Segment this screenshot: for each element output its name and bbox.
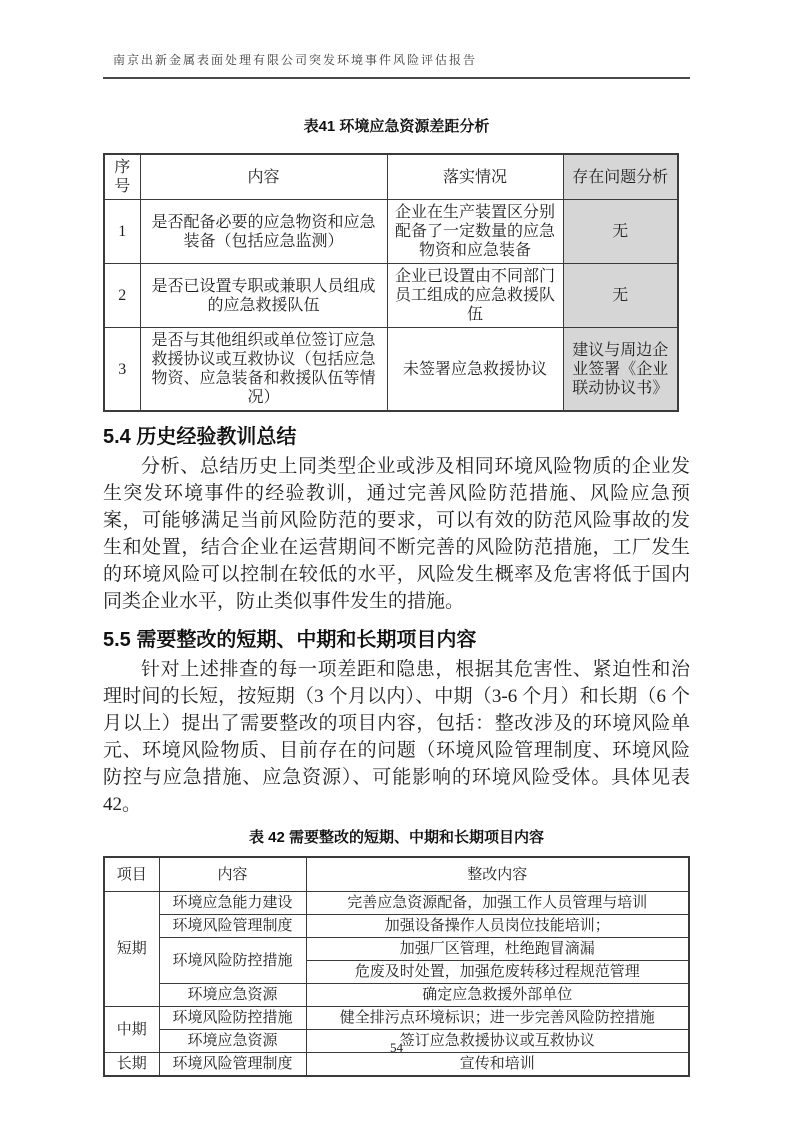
page-number: 54: [390, 1040, 403, 1055]
period-cell: 短期: [104, 892, 159, 1007]
category-cell: 环境应急资源: [159, 1030, 306, 1053]
running-header: 南京出新金属表面处理有限公司突发环境事件风险评估报告: [113, 53, 478, 67]
table-row: [104, 892, 689, 915]
category-cell: 环境风险防控措施: [159, 1007, 306, 1030]
col-header-period: 项目: [104, 857, 159, 892]
col-header-content: 内容: [140, 154, 387, 200]
table41-caption: 表41 环境应急资源差距分析: [303, 118, 490, 135]
content-cell: 是否与其他组织或单位签订应急救援协议或互救协议（包括应急物资、应急装备和救援队伍等情况）: [140, 328, 387, 412]
table-row: [104, 264, 678, 328]
action-cell: 危废及时处置，加强危废转移过程规范管理: [306, 961, 689, 984]
col-header-implementation: 落实情况: [387, 154, 563, 200]
problem-cell: 无: [563, 264, 678, 328]
table-header-row: [104, 154, 678, 200]
period-cell: 长期: [104, 1053, 159, 1077]
row-no: 3: [104, 328, 140, 412]
table-row: [104, 1007, 689, 1030]
category-cell: 环境风险管理制度: [159, 1053, 306, 1077]
problem-cell: 无: [563, 200, 678, 264]
table-row: [104, 915, 689, 938]
category-cell: 环境应急能力建设: [159, 892, 306, 915]
period-cell: 中期: [104, 1007, 159, 1053]
action-cell: 确定应急救援外部单位: [306, 984, 689, 1007]
implementation-cell: 未签署应急救援协议: [387, 328, 563, 412]
content-cell: 是否已设置专职或兼职人员组成的应急救援队伍: [140, 264, 387, 328]
action-cell: 完善应急资源配备，加强工作人员管理与培训: [306, 892, 689, 915]
table-row: [104, 328, 678, 412]
header-divider: [103, 77, 690, 79]
section-5-5-paragraph: 针对上述排查的每一项差距和隐患，根据其危害性、紧迫性和治理时间的长短，按短期（3 个月以内）、中期（3-6 个月）和长期（6 个月以上）提出了需要整改的项目内容，包括：整改涉及的环境风险单元、环境风险物质、目前存在的问题（环境风险管理制度、环境风险防控与应急措施、应急资源）、可能影响的环境风险受体。具体见表 42。: [103, 659, 690, 815]
table41-gap-analysis: [103, 153, 679, 412]
section-5-4-paragraph: 分析、总结历史上同类型企业或涉及相同环境风险物质的企业发生突发环境事件的经验教训，通过完善风险防范措施、风险应急预案，可能够满足当前风险防范的要求，可以有效的防范风险事故的发生和处置，结合企业在运营期间不断完善的风险防范措施，工厂发生的环境风险可以控制在较低的水平，风险发生概率及危害将低于国内同类企业水平，防止类似事件发生的措施。: [103, 456, 690, 612]
table-row: [104, 984, 689, 1007]
table-row: [104, 200, 678, 264]
action-cell: 健全排污点环境标识；进一步完善风险防控措施: [306, 1007, 689, 1030]
category-cell: 环境应急资源: [159, 984, 306, 1007]
implementation-cell: 企业在生产装置区分别配备了一定数量的应急物资和应急装备: [387, 200, 563, 264]
action-cell: 加强厂区管理，杜绝跑冒滴漏: [306, 938, 689, 961]
action-cell: 加强设备操作人员岗位技能培训；: [306, 915, 689, 938]
col-header-problem: 存在问题分析: [563, 154, 678, 200]
row-no: 2: [104, 264, 140, 328]
table-row: [104, 1053, 689, 1077]
section-5-4-title: 5.4 历史经验教训总结: [103, 426, 297, 448]
action-cell: 签订应急救援协议或互救协议: [306, 1030, 689, 1053]
table42-caption: 表 42 需要整改的短期、中期和长期项目内容: [248, 829, 545, 846]
category-cell: 环境风险防控措施: [159, 938, 306, 984]
category-cell: 环境风险管理制度: [159, 915, 306, 938]
section-5-5-title: 5.5 需要整改的短期、中期和长期项目内容: [103, 629, 477, 651]
content-cell: 是否配备必要的应急物资和应急装备（包括应急监测）: [140, 200, 387, 264]
row-no: 1: [104, 200, 140, 264]
table-header-row: [104, 857, 689, 892]
table-row: [104, 938, 689, 961]
col-header-category: 内容: [159, 857, 306, 892]
col-header-no: 序号: [104, 154, 140, 200]
col-header-action: 整改内容: [306, 857, 689, 892]
problem-cell: 建议与周边企业签署《企业联动协议书》: [563, 328, 678, 412]
implementation-cell: 企业已设置由不同部门员工组成的应急救援队伍: [387, 264, 563, 328]
action-cell: 宣传和培训: [306, 1053, 689, 1077]
